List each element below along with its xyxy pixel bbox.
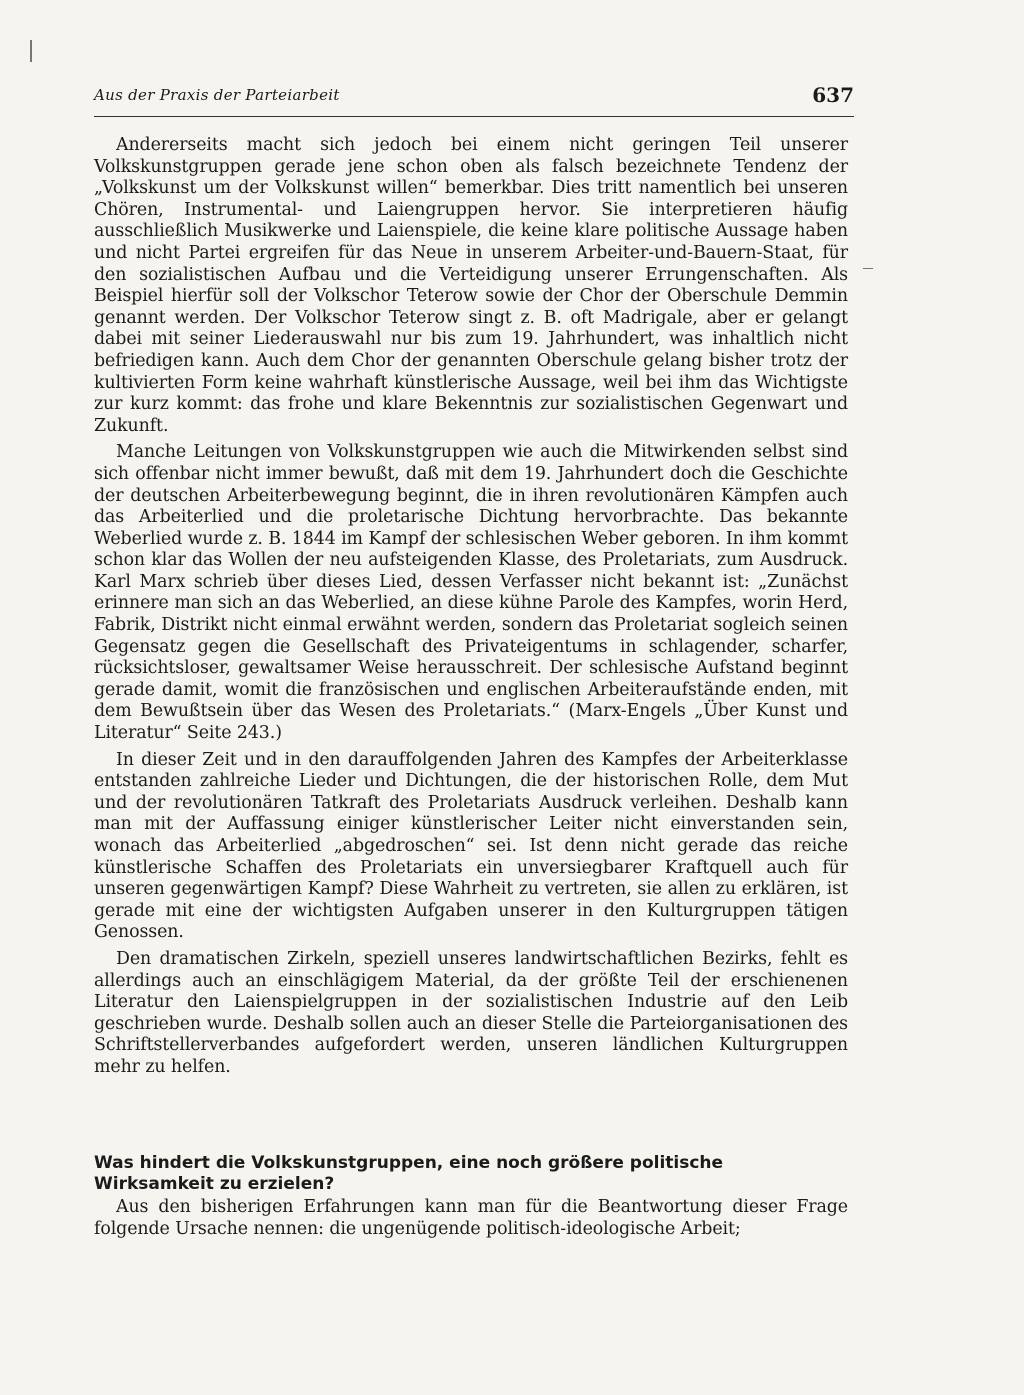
scan-edge-mark — [863, 268, 873, 269]
page-header — [94, 83, 854, 116]
paragraph-2: Manche Leitungen von Volkskunstgruppen wie auch die Mitwirkenden selbst sind sich offenbar nicht immer bewußt, daß mit dem 19. Jahrhundert doch die Geschichte der deutschen Arbeiterbewegung beginnt, die in ihren revolutionären Kämpfen auch das Arbeiterlied und die proletarische Dichtung hervorbrachte. Das bekannte Weberlied wurde z. B. 1844 im Kampf der schlesischen Weber geboren. In ihm kommt schon klar das Wollen der neu aufsteigenden Klasse, des Proletariats, zum Ausdruck. Karl Marx schrieb über dieses Lied, dessen Verfasser nicht bekannt ist: „Zunächst erinnere man sich an das Weberlied, an diese kühne Parole des Kampfes, worin Herd, Fabrik, Distrikt nicht einmal erwähnt werden, sondern das Proletariat sogleich seinen Gegensatz gegen die Gesellschaft des Privateigentums in schlagender, scharfer, rücksichtsloser, gewaltsamer Weise herausschreit. Der schlesische Aufstand beginnt gerade damit, womit die französischen und englischen Arbeiteraufstände enden, mit dem Bewußtsein über das Wesen des Proletariats.“ (Marx-Engels „Über Kunst und Literatur“ Seite 243.) — [94, 442, 848, 744]
paragraph-3: In dieser Zeit und in den darauffolgenden Jahren des Kampfes der Arbeiterklasse entstanden zahlreiche Lieder und Dichtungen, die der historischen Rolle, dem Mut und der revolutionären Tatkraft des Proletariats Ausdruck verleihen. Deshalb kann man mit der Auffassung einiger künstlerischer Leiter nicht einverstanden sein, wonach das Arbeiterlied „abgedroschen“ sei. Ist denn nicht gerade das reiche künstlerische Schaffen des Proletariats ein unversiegbarer Kraftquell auch für unseren gegenwärtigen Kampf? Diese Wahrheit zu vertreten, sie allen zu erklären, ist gerade mit eine der wichtigsten Aufgaben unserer in den Kulturgruppen tätigen Genossen. — [94, 749, 848, 943]
header-rule — [94, 116, 854, 117]
final-text — [94, 1197, 848, 1240]
section-heading: Was hindert die Volkskunstgruppen, eine noch größere politische Wirksamkeit zu erzielen? — [94, 1153, 724, 1194]
running-head: Aus der Praxis der Parteiarbeit — [94, 86, 340, 104]
scan-edge-mark — [30, 40, 32, 62]
paragraph-1: Andererseits macht sich jedoch bei einem nicht geringen Teil unserer Volkskunstgruppen gerade jene schon oben als falsch bezeichnete Tendenz der „Volkskunst um der Volkskunst willen“ bemerkbar. Dies tritt namentlich bei unseren Chören, Instrumental- und Laiengruppen hervor. Sie interpretieren häufig ausschließlich Musikwerke und Laienspiele, die keine klare politische Aussage haben und nicht Partei ergreifen für das Neue in unserem Arbeiter-und-Bauern-Staat, für den sozialistischen Aufbau und die Verteidigung unserer Errungenschaften. Als Beispiel hierfür soll der Volkschor Teterow sowie der Chor der Oberschule Demmin genannt werden. Der Volkschor Teterow singt z. B. oft Madrigale, aber er gelangt dabei mit seiner Liederauswahl nur bis zum 19. Jahrhundert, was inhaltlich nicht befriedigen kann. Auch dem Chor der genannten Oberschule gelang bisher trotz der kultivierten Form keine wahrhaft künstlerische Aussage, weil bei ihm das Wichtigste zur kurz kommt: das frohe und klare Bekenntnis zur sozialistischen Gegenwart und Zukunft. — [94, 135, 848, 436]
body-text — [94, 135, 848, 1079]
paragraph-5: Aus den bisherigen Erfahrungen kann man für die Beantwortung dieser Frage folgende Ursache nennen: die ungenügende politisch-ideologische Arbeit; — [94, 1197, 848, 1239]
page-number: 637 — [812, 83, 854, 107]
paragraph-4: Den dramatischen Zirkeln, speziell unseres landwirtschaftlichen Bezirks, fehlt es allerdings auch an einschlägigem Material, da der größte Teil der erschienenen Literatur den Laienspielgruppen in der sozialistischen Industrie auf den Leib geschrieben wurde. Deshalb sollen auch an dieser Stelle die Parteiorganisationen des Schriftstellerverbandes aufgefordert werden, unseren ländlichen Kulturgruppen mehr zu helfen. — [94, 948, 848, 1077]
